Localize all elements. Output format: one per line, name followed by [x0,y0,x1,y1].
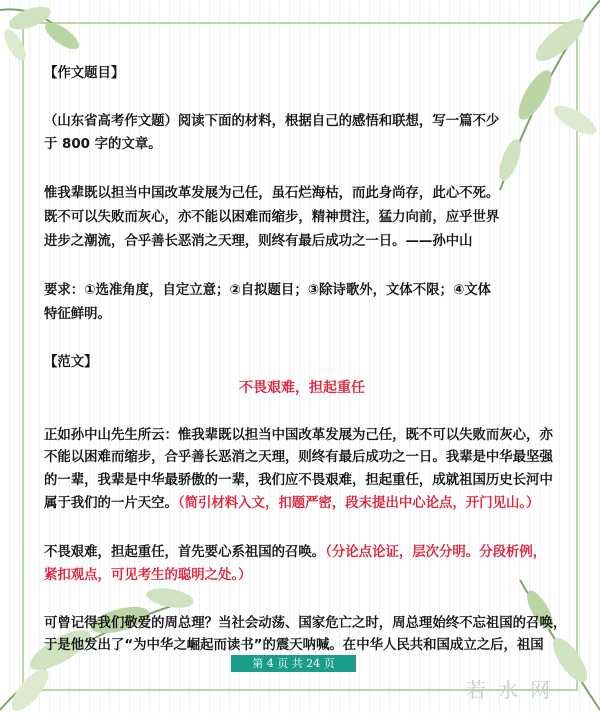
p3-line-1: 可曾记得我们敬爱的周总理？当社会动荡、国家危亡之时，周总理始终不忘祖国的召唤， [44,616,567,631]
p1-line-3: 的一辈，我辈是中华最骄傲的一辈，我们应不畏艰难，担起重任，成就祖国历史长河中 [44,473,553,488]
watermark-logo: 若水网 [466,678,562,702]
p1-line-4-text: 属于我们的一片天空。 [44,496,178,511]
p1-line-1: 正如孙中山先生所云：惟我辈既以担当中国改革发展为己任，既不可以失败而灰心，亦 [44,428,553,443]
p3-line-2: 于是他发出了“为中华之崛起而读书”的震天呐喊。在中华人民共和国成立之后，祖国 [44,638,544,653]
p1-line-4 [44,494,539,514]
requirement-line-1: 要求：①选准角度，自定立意；②自拟题目；③除诗歌外，文体不限；④文体 [44,283,492,298]
p1-annotation: （简引材料入文，扣题严密，段末提出中心论点，开门见山。） [177,496,540,511]
quote-line-3: 进步之潮流，合乎善长恶消之天理，则终有最后成功之一日。——孙中山 [44,234,473,249]
leaf-top-right-decoration [440,0,600,200]
p2-line-1 [44,543,546,563]
p2-annotation-1: （分论点论证，层次分明。分段析例， [325,545,547,560]
page-indicator: 第 4 页 共 24 页 [231,655,356,672]
prompt-heading: 【作文题目】 [44,66,125,81]
prompt-line-2: 于 800 字的文章。 [44,137,162,152]
requirement-line-2: 特征鲜明。 [44,307,111,322]
essay-title: 不畏艰难，担起重任 [239,380,365,396]
p2-annotation-2: 紧扣观点，可见考生的聪明之处。） [44,568,252,583]
prompt-line-1: （山东省高考作文题）阅读下面的材料，根据自己的感悟和联想，写一篇不少 [44,114,500,129]
p1-line-2: 不能以困难而缩步，合乎善长恶消之天理，则终有最后成功之一日。我辈是中华最坚强 [44,450,553,465]
p2-line-1-text: 不畏艰难，担起重任，首先要心系祖国的召唤。 [44,545,326,560]
essay-heading: 【范文】 [44,355,98,370]
quote-line-2: 既不可以失败而灰心，亦不能以困难而缩步，精神贯注，猛力向前，应乎世界 [44,210,500,225]
quote-line-1: 惟我辈既以担当中国改革发展为己任，虽石烂海枯，而此身尚存，此心不死。 [44,186,500,201]
